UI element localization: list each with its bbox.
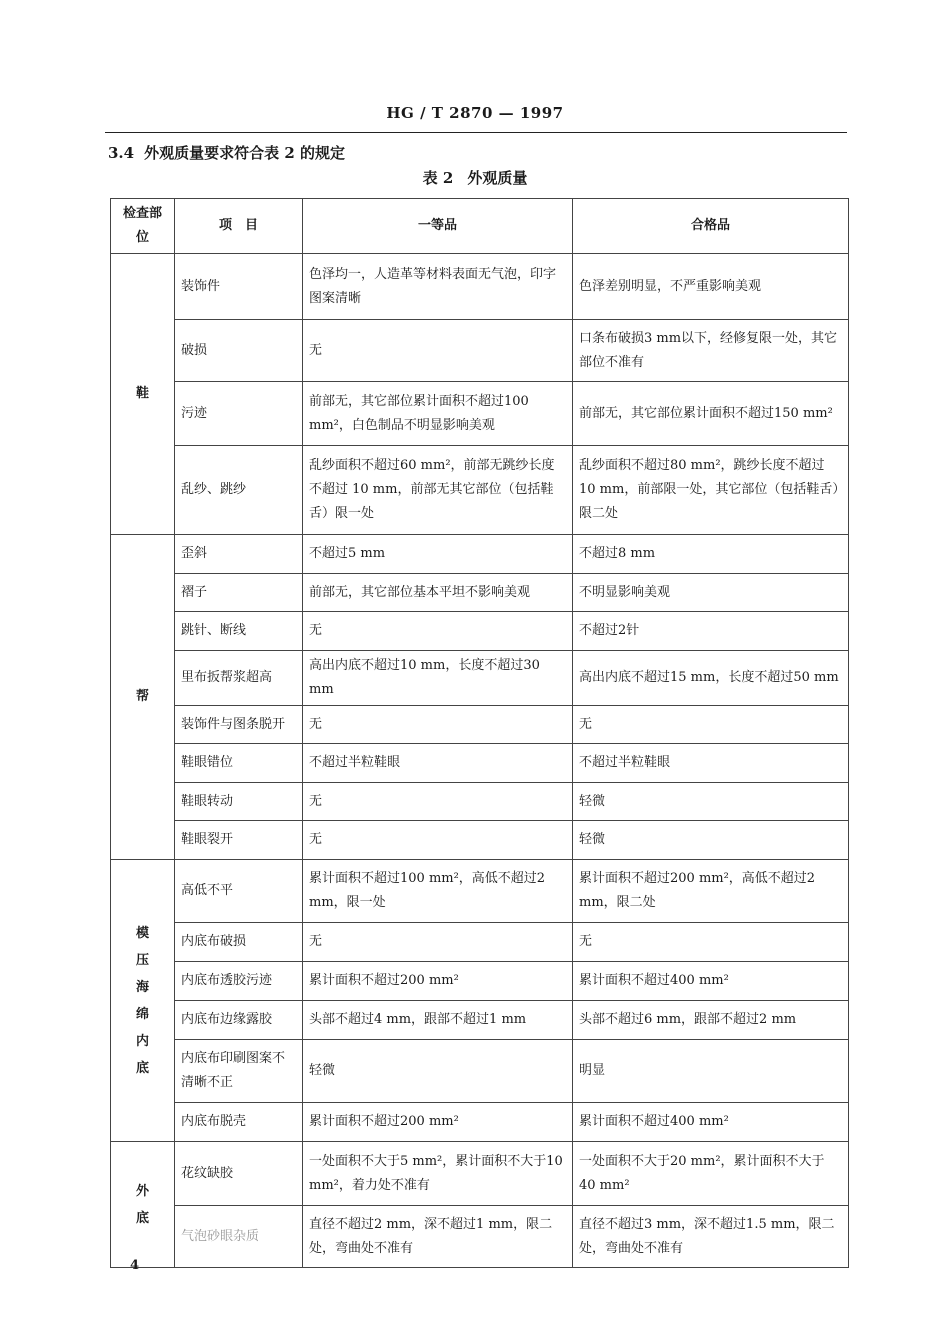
table-header-row	[111, 199, 849, 254]
table-row	[111, 962, 849, 1001]
qualified-cell: 无	[573, 706, 849, 744]
item-cell: 跳针、断线	[175, 612, 303, 651]
first-grade-cell: 无	[303, 923, 573, 962]
quality-table-container	[110, 198, 849, 1268]
item-cell: 里布扳帮浆超高	[175, 651, 303, 706]
appearance-quality-table	[110, 198, 849, 1268]
qualified-cell: 累计面积不超过400 mm²	[573, 1103, 849, 1142]
table-row	[111, 1103, 849, 1142]
first-grade-cell: 前部无，其它部位基本平坦不影响美观	[303, 574, 573, 612]
item-cell: 内底布脱壳	[175, 1103, 303, 1142]
item-cell: 鞋眼裂开	[175, 821, 303, 860]
table-row	[111, 860, 849, 923]
table-label: 表 2	[422, 169, 454, 187]
section-number: 3.4	[108, 144, 135, 162]
item-cell: 破损	[175, 320, 303, 382]
first-grade-cell: 头部不超过4 mm，跟部不超过1 mm	[303, 1001, 573, 1040]
first-grade-cell: 无	[303, 821, 573, 860]
table-row	[111, 821, 849, 860]
header-qualified: 合格品	[573, 199, 849, 254]
first-grade-cell: 无	[303, 612, 573, 651]
qualified-cell: 乱纱面积不超过80 mm²，跳纱长度不超过 10 mm，前部限一处，其它部位（包括鞋舌）限二处	[573, 446, 849, 535]
table-row	[111, 254, 849, 320]
section-heading	[108, 142, 345, 163]
first-grade-cell: 轻微	[303, 1040, 573, 1103]
table-row	[111, 1206, 849, 1268]
qualified-cell: 轻微	[573, 821, 849, 860]
page-number: 4	[130, 1258, 140, 1273]
table-row	[111, 1040, 849, 1103]
group-outsole-label: 外 底	[135, 1183, 163, 1226]
item-cell: 乱纱、跳纱	[175, 446, 303, 535]
first-grade-cell: 无	[303, 706, 573, 744]
table-row	[111, 574, 849, 612]
qualified-cell: 头部不超过6 mm，跟部不超过2 mm	[573, 1001, 849, 1040]
item-cell: 内底布透胶污迹	[175, 962, 303, 1001]
qualified-cell: 色泽差别明显，不严重影响美观	[573, 254, 849, 320]
first-grade-cell: 累计面积不超过100 mm²，高低不超过2 mm，限一处	[303, 860, 573, 923]
table-row	[111, 382, 849, 446]
item-cell: 花纹缺胶	[175, 1142, 303, 1206]
qualified-cell: 不超过2针	[573, 612, 849, 651]
item-cell: 鞋眼错位	[175, 744, 303, 783]
item-cell: 内底布印刷图案不清晰不正	[175, 1040, 303, 1103]
table-row	[111, 651, 849, 706]
table-title: 外观质量	[467, 169, 528, 187]
qualified-cell: 累计面积不超过200 mm²，高低不超过2 mm，限二处	[573, 860, 849, 923]
group-upper: 帮	[111, 535, 175, 860]
qualified-cell: 轻微	[573, 783, 849, 821]
item-cell: 歪斜	[175, 535, 303, 574]
first-grade-cell: 不超过5 mm	[303, 535, 573, 574]
item-cell: 高低不平	[175, 860, 303, 923]
table-row	[111, 1001, 849, 1040]
qualified-cell: 口条布破损3 mm以下，经修复限一处，其它部位不准有	[573, 320, 849, 382]
first-grade-cell: 无	[303, 320, 573, 382]
item-cell: 内底布边缘露胶	[175, 1001, 303, 1040]
header-location: 检查部位	[111, 199, 175, 254]
table-row	[111, 706, 849, 744]
group-insole-label: 模压海绵内底	[135, 925, 149, 1076]
first-grade-cell: 前部无，其它部位累计面积不超过100 mm²，白色制品不明显影响美观	[303, 382, 573, 446]
qualified-cell: 不明显影响美观	[573, 574, 849, 612]
table-row	[111, 320, 849, 382]
first-grade-cell: 直径不超过2 mm，深不超过1 mm，限二处，弯曲处不准有	[303, 1206, 573, 1268]
item-cell: 装饰件	[175, 254, 303, 320]
item-cell: 污迹	[175, 382, 303, 446]
table-row	[111, 744, 849, 783]
first-grade-cell: 无	[303, 783, 573, 821]
item-cell: 内底布破损	[175, 923, 303, 962]
group-outsole	[111, 1142, 175, 1268]
first-grade-cell: 累计面积不超过200 mm²	[303, 962, 573, 1001]
first-grade-cell: 不超过半粒鞋眼	[303, 744, 573, 783]
header-item: 项 目	[175, 199, 303, 254]
table-row	[111, 612, 849, 651]
first-grade-cell: 累计面积不超过200 mm²	[303, 1103, 573, 1142]
standard-number: HG / T 2870 — 1997	[386, 104, 564, 122]
item-cell: 装饰件与图条脱开	[175, 706, 303, 744]
first-grade-cell: 色泽均一，人造革等材料表面无气泡，印字图案清晰	[303, 254, 573, 320]
item-cell: 气泡砂眼杂质	[175, 1206, 303, 1268]
table-row	[111, 923, 849, 962]
table-row	[111, 783, 849, 821]
qualified-cell: 无	[573, 923, 849, 962]
first-grade-cell: 乱纱面积不超过60 mm²，前部无跳纱长度不超过 10 mm，前部无其它部位（包括鞋舌）限一处	[303, 446, 573, 535]
section-title: 外观质量要求符合表 2 的规定	[144, 144, 345, 162]
table-row	[111, 446, 849, 535]
table-row	[111, 1142, 849, 1206]
qualified-cell: 不超过半粒鞋眼	[573, 744, 849, 783]
first-grade-cell: 高出内底不超过10 mm，长度不超过30 mm	[303, 651, 573, 706]
first-grade-cell: 一处面积不大于5 mm²，累计面积不大于10 mm²，着力处不准有	[303, 1142, 573, 1206]
header-first-grade: 一等品	[303, 199, 573, 254]
table-row	[111, 535, 849, 574]
qualified-cell: 一处面积不大于20 mm²，累计面积不大于 40 mm²	[573, 1142, 849, 1206]
qualified-cell: 直径不超过3 mm，深不超过1.5 mm，限二处，弯曲处不准有	[573, 1206, 849, 1268]
qualified-cell: 累计面积不超过400 mm²	[573, 962, 849, 1001]
header-rule	[105, 132, 847, 133]
group-insole	[111, 860, 175, 1142]
qualified-cell: 前部无，其它部位累计面积不超过150 mm²	[573, 382, 849, 446]
qualified-cell: 高出内底不超过15 mm，长度不超过50 mm	[573, 651, 849, 706]
item-cell: 鞋眼转动	[175, 783, 303, 821]
table-caption	[0, 167, 950, 188]
item-cell: 褶子	[175, 574, 303, 612]
qualified-cell: 不超过8 mm	[573, 535, 849, 574]
group-shoe: 鞋	[111, 254, 175, 535]
qualified-cell: 明显	[573, 1040, 849, 1103]
